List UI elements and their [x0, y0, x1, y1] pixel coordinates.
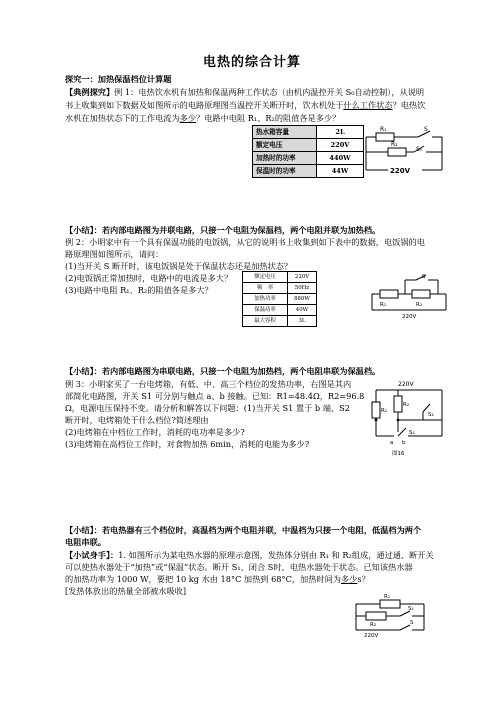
table-row: [253, 139, 364, 152]
table-cell: 220V: [317, 139, 364, 152]
table-cell: 50Hz: [288, 283, 317, 294]
table-row: [253, 126, 364, 139]
figure-caption: 图16: [392, 451, 405, 457]
section-heading: 探究一：加热保温档位计算题: [65, 74, 172, 84]
spec-table-2: [242, 271, 317, 327]
summary-1: 【小结】：若内部电路图为并联电路，只接一个电阻为保温档，两个电阻并联为加热档。: [65, 225, 381, 235]
table-row: [243, 272, 317, 283]
exercise-text: s？: [357, 574, 370, 584]
table-cell: 220V: [288, 272, 317, 283]
example1-tag: 【典例探究】: [65, 87, 115, 97]
table-cell: 热水箱容量: [253, 126, 317, 139]
table-cell: 40W: [288, 305, 317, 316]
table-cell: 频 率: [243, 283, 288, 294]
s1-label: S₁: [409, 430, 415, 436]
summary-2: 【小结】：若内部电路图为串联电路，只接一个电阻为加热档，两个电阻串联为保温档。: [65, 366, 381, 376]
s0-label: S₀: [416, 146, 423, 153]
contact-a-label: a: [390, 440, 394, 446]
circuit-diagram-4: [348, 592, 434, 638]
blank: 多少: [341, 574, 358, 584]
table-row: [243, 305, 317, 316]
voltage-label: 220V: [398, 381, 414, 388]
table-cell: 额定电压: [253, 139, 317, 152]
voltage-label: 220V: [364, 633, 379, 638]
s-label: S: [410, 620, 414, 626]
table-row: [243, 294, 317, 305]
table-row: [253, 165, 364, 178]
s2-label: S₂: [428, 412, 434, 418]
example3-line4: 断开时，电烤箱处于什么档位?简述理由: [65, 415, 209, 425]
table-cell: 880W: [288, 294, 317, 305]
circuit-diagram-1: [358, 122, 448, 180]
blank: 什么工作状态: [343, 100, 393, 110]
table-row: [243, 283, 317, 294]
example2-line2: 路原理图如图所示，请问：: [65, 249, 164, 259]
r2-label: R₂: [370, 622, 377, 628]
exercise-text: 的加热功率为 1000 W，要把 10 kg 水由 18°C 加热到 68°C，加热时间为: [65, 574, 341, 584]
r2-label: R₂: [391, 141, 398, 148]
example1-text: 书上收集到如下数据及如图所示的电路原理图当温控开关断开时，饮水机处于: [65, 100, 344, 110]
s1-label: S₁: [408, 606, 414, 612]
exercise-line2: 可以使热水器处于“加热”或“保温”状态。断开 S₁、闭合 S时，电热水器处于状态。已知该热水器: [65, 562, 413, 572]
summary-3-line2: 电阻串联。: [65, 537, 106, 547]
contact-b-label: b: [402, 440, 406, 446]
example1-line2: [65, 99, 425, 112]
table-cell: 最大容积: [243, 316, 288, 327]
summary-3-line1: 【小结】：若电热器有三个档位时，高温档为两个电阻并联，中温档为只接一个电阻，低温档为两个: [65, 525, 422, 535]
s-label: S: [424, 126, 428, 133]
example1-text: 例 1：电热饮水机有加热和保温两种工作状态（由机内温控开关 S₀自动控制），从说明: [114, 87, 425, 97]
table-cell: 3L: [288, 316, 317, 327]
exercise-text: 1. 如图所示为某电热水器的原理示意图，发热体分别由 R₁ 和 R₂组成，通过通、断开关: [118, 550, 434, 560]
example3-line6: (3)电烤箱在高档位工作时，对食物加热 6min，消耗的电能为多少?: [65, 439, 310, 449]
example1-line1: [65, 86, 424, 99]
example2-line3: (1)当开关 S 断开时，该电饭锅是处于保温状态还是加热状态？: [65, 261, 293, 271]
example2-line4: (2)电饭锅正常加热时，电路中的电流是多大？: [65, 273, 233, 283]
r1-label: R₁: [380, 302, 387, 308]
page-title: 电热的综合计算: [203, 55, 302, 70]
example3-line1: 例 3：小明家买了一台电烤箱，有低、中、高三个档位的发热功率，右图是其内: [65, 379, 352, 389]
table-cell: 440W: [317, 152, 364, 165]
circuit-diagram-3: [368, 376, 450, 458]
exercise-tag: 【小试身手】：: [65, 550, 119, 560]
s-label: S: [422, 274, 426, 280]
voltage-label: 220V: [402, 314, 417, 320]
circuit-diagram-2: [366, 272, 452, 320]
example1-text: 水机在加热状态下的工作电流为: [65, 113, 180, 123]
table-cell: 加热功率: [243, 294, 288, 305]
example1-text: ？电路中电阻 R₁、R₂的阻值各是多少？: [196, 113, 341, 123]
example1-line3: [65, 112, 340, 125]
spec-table-1: [252, 125, 364, 178]
table-cell: 44W: [317, 165, 364, 178]
example3-line2: 部简化电路图，开关 S1 可分别与触点 a、b 接触。已知：R1=48.4Ω，R2=96.8: [65, 391, 365, 401]
voltage-label: 220V: [390, 167, 411, 175]
r1-label: R₁: [384, 594, 391, 600]
example2-line1: 例 2：小明家中有一个具有保温功能的电饭锅，从它的说明书上收集到如下表中的数据，电饭锅的电: [65, 237, 425, 247]
table-cell: 加热时的功率: [253, 152, 317, 165]
r2-label: R₂: [403, 402, 410, 408]
exercise-line4: [发热体放出的热量全部被水吸收]: [65, 586, 187, 596]
example3-line3: Ω，电源电压保持不变。请分析和解答以下问题：(1)当开关 S1 置于 b 端、S2: [65, 403, 350, 413]
table-cell: 保温时的功率: [253, 165, 317, 178]
r1-label: R₁: [380, 126, 387, 133]
exercise-line3: [65, 573, 370, 586]
table-row: [253, 152, 364, 165]
table-cell: 2L: [317, 126, 364, 139]
table-cell: 保温功率: [243, 305, 288, 316]
r2-label: R₂: [416, 302, 423, 308]
example1-text: ？电热饮: [392, 100, 426, 110]
example3-line5: (2)电烤箱在中档位工作时，消耗的电功率是多少?: [65, 427, 245, 437]
example2-line5: (3)电路中电阻 R₁、R₂的阻值各是多大？: [65, 285, 213, 295]
r1-label: R₁: [381, 408, 388, 414]
exercise-line1: [65, 549, 434, 562]
table-row: [243, 316, 317, 327]
blank: 多少: [179, 113, 197, 123]
table-cell: 额定电压: [243, 272, 288, 283]
